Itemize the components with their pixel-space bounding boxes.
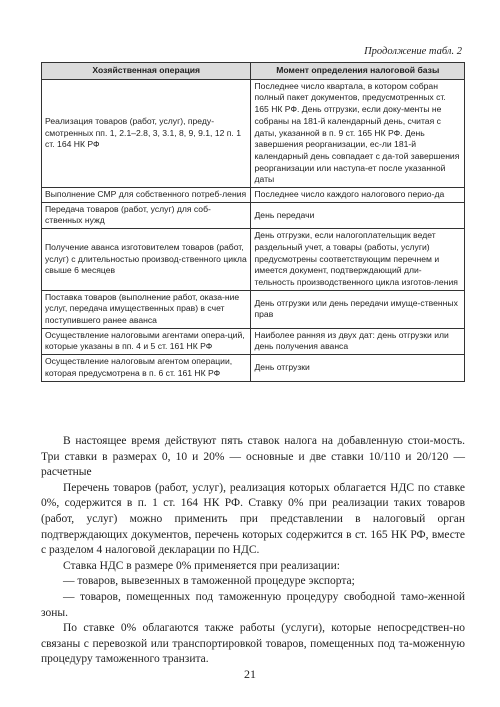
operation-cell: Реализация товаров (работ, услуг), преду-смотренных пп. 1, 2.1–2.8, 3, 3.1, 8, 9, 9.1, 12 п. 1 ст. 164 НК РФ (42, 79, 251, 187)
table-header-row (42, 63, 465, 80)
operation-cell: Осуществление налоговым агентом операции, которая предусмотрена в п. 6 ст. 161 НК РФ (42, 355, 251, 381)
list-item-export: — товаров, вывезенных в таможенной процедуре экспорта; (63, 575, 355, 588)
list-item-free-zone: — товаров, помещенных под таможенную процедуру свободной тамо-женной зоны. (41, 590, 465, 619)
moment-cell: День отгрузки или день передачи имуще-ственных прав (251, 290, 465, 328)
table-row (42, 355, 465, 381)
column-header-moment: Момент определения налоговой базы (251, 63, 465, 80)
column-header-operation: Хозяйственная операция (42, 63, 251, 80)
moment-cell: Последнее число квартала, в котором собран полный пакет документов, предусмотренных ст. 165 НК РФ. День отгрузки, если доку-менты не собраны на 181-й календарный день, считая с даты, указанной в п. 9 ст. 165 НК РФ. День завершения реорганизации, ес-ли 181-й календарный день совпадает с да-той завершения реорганизации или наступа-ет после указанной даты (251, 79, 465, 187)
table-row (42, 79, 465, 187)
table-row (42, 328, 465, 354)
tax-base-table (41, 62, 465, 382)
table-row (42, 188, 465, 203)
operation-cell: Поставка товаров (выполнение работ, оказа-ние услуг, передача имущественных прав) в счет поступившего ранее аванса (42, 290, 251, 328)
moment-cell: День передачи (251, 202, 465, 228)
table-continuation-caption: Продолжение табл. 2 (364, 46, 462, 57)
paragraph-zero-rate-intro: Ставка НДС в размере 0% применяется при реализации: (63, 559, 340, 572)
moment-cell: Последнее число каждого налогового перио-да (251, 188, 465, 203)
table-row (42, 290, 465, 328)
moment-cell: День отгрузки (251, 355, 465, 381)
page-number: 21 (244, 667, 256, 681)
operation-cell: Осуществление налоговыми агентами опера-ций, которые указаны в пп. 4 и 5 ст. 161 НК РФ (42, 328, 251, 354)
paragraph-vat-rates: В настоящее время действуют пять ставок налога на добавленную стои-мость. Три ставки в размерах 0, 10 и 20% — основные и две ставки 10/110 и 20/120 — расчетные (41, 435, 465, 479)
operation-cell: Выполнение СМР для собственного потреб-ления (42, 188, 251, 203)
operation-cell: Получение аванса изготовителем товаров (работ, услуг) с длительностью производ-ственного цикла свыше 6 месяцев (42, 229, 251, 291)
paragraph-zero-rate-list: Перечень товаров (работ, услуг), реализация которых облагается НДС по ставке 0%, содержится в п. 1 ст. 164 НК РФ. Ставку 0% при реализации таких товаров (работ, услуг) можно применить при представлении в налоговый орган подтверждающих документов, перечень которых содержится в ст. 165 НК РФ, вместе с разделом 4 налоговой декларации по НДС. (41, 481, 465, 557)
table-row (42, 202, 465, 228)
moment-cell: Наиболее ранняя из двух дат: день отгрузки или день получения аванса (251, 328, 465, 354)
body-text (41, 434, 465, 668)
table-row (42, 229, 465, 291)
moment-cell: День отгрузки, если налогоплательщик ведет раздельный учет, а товары (работы, услуги) предусмотрены соответствующим перечнем и имеется документ, подтверждающий дли-тельность производственного цикла изготов-ления (251, 229, 465, 291)
paragraph-transit: По ставке 0% облагаются также работы (услуги), которые непосредствен-но связаны с перевозкой или транспортировкой товаров, помещенных под та-моженную процедуру таможенного транзита. (41, 622, 465, 666)
operation-cell: Передача товаров (работ, услуг) для соб-ственных нужд (42, 202, 251, 228)
